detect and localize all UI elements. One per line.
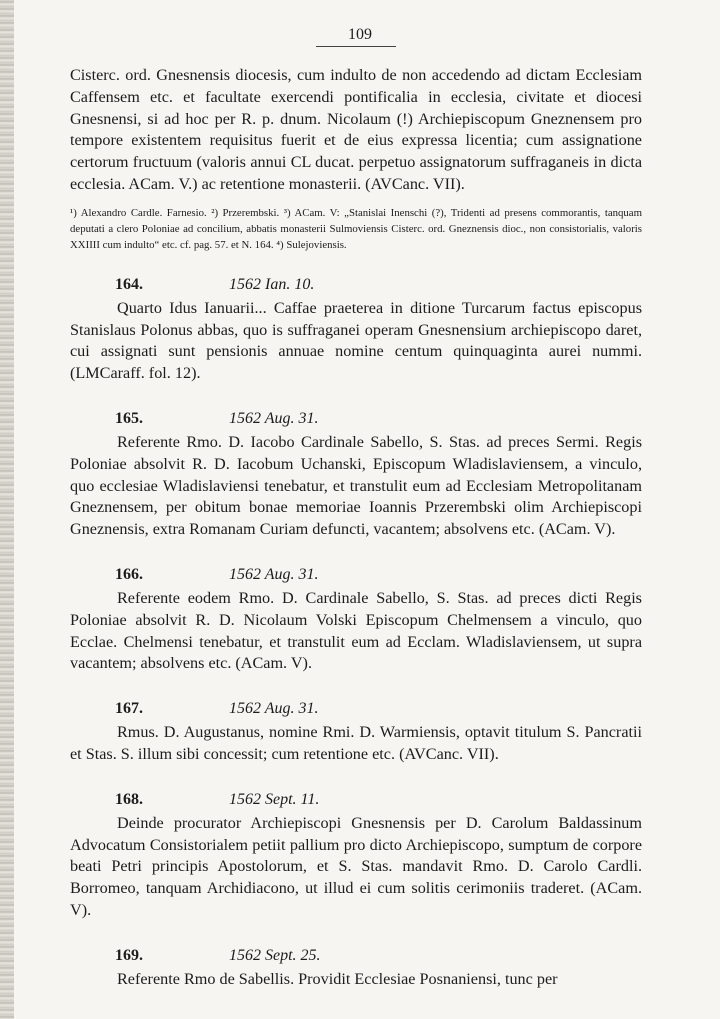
- footnotes-text: ¹) Alexandro Cardle. Farnesio. ²) Przerembski. ³) ACam. V: „Stanislai Inenschi (?), Tridenti ad presens commorantis, tanquam deputati a clero Poloniae ad concilium, abbatis monasterii Sulmoviensis Cisterc. ord. Gneznensis dioc., non consistorialis, valoris XXIIII cum indulto“ etc. cf. pag. 57. et N. 164. ⁴) Sulejoviensis.: [70, 206, 642, 251]
- entry-number: 169.: [115, 946, 143, 964]
- entry-165: [70, 409, 642, 541]
- entry-date: 1562 Aug. 31.: [229, 565, 319, 583]
- entry-heading: [70, 565, 642, 585]
- intro-paragraph: Cisterc. ord. Gnesnensis diocesis, cum indulto de non accedendo ad dictam Ecclesiam Caffensem etc. et facultate exercendi pontificalia in ecclesia, civitate et diocesi Gnesnensi, si ad hoc per R. p. dnum. Nicolaum (!) Archiepiscopum Gneznensem pro tempore existentem requisitus fuerit et de eius expressa licentia; cum assignatione certorum fructuum (valoris annui CL ducat. perpetuo assignatorum suffraganeis in dicta ecclesia. ACam. V.) ac retentione monasterii. (AVCanc. VII).: [70, 66, 642, 193]
- entry-169: [70, 946, 642, 991]
- entry-number: 165.: [115, 409, 143, 427]
- entry-number: 166.: [115, 565, 143, 583]
- entry-text: Referente Rmo. D. Iacobo Cardinale Sabello, S. Stas. ad preces Sermi. Regis Poloniae absolvit R. D. Iacobum Uchanski, Episcopum Wladislaviensem, a vinculo, quo ecclesiae Wladislaviensi tenebatur, et transtulit eum ad Ecclesiam Metropolitanam Gneznensem, per obitum bonae memoriae Ioannis Przerembski olim Archiepiscopi Gneznensis, extra Romanam Curiam defuncti, vacantem; absolvens etc. (ACam. V).: [70, 432, 642, 539]
- entry-number: 167.: [115, 700, 143, 718]
- page-number-rule: [316, 46, 396, 47]
- entry-date: 1562 Sept. 25.: [229, 946, 321, 964]
- entry-166: [70, 565, 642, 675]
- entry-168: [70, 790, 642, 922]
- entry-date: 1562 Aug. 31.: [229, 700, 319, 718]
- entry-text: Referente Rmo de Sabellis. Providit Ecclesiae Posnaniensi, tunc per: [117, 969, 558, 988]
- entry-number: 164.: [115, 275, 143, 293]
- entry-text: Referente eodem Rmo. D. Cardinale Sabello, S. Stas. ad preces dicti Regis Poloniae absolvit R. D. Nicolaum Volski Episcopum Chelmensem a vinculo, quo Ecclae. Chelmensi tenebatur, et transtulit eum ad Ecclam. Wladislaviensem, ut supra vacantem; absolvens etc. (ACam. V).: [70, 588, 642, 673]
- entry-167: [70, 699, 642, 766]
- entry-heading: [70, 409, 642, 429]
- entry-date: 1562 Aug. 31.: [229, 409, 319, 427]
- entry-number: 168.: [115, 790, 143, 808]
- entry-heading: [70, 275, 642, 295]
- scan-edge: [0, 0, 14, 1019]
- entry-text: Deinde procurator Archiepiscopi Gnesnensis per D. Carolum Baldassinum Advocatum Consistorialem petiit pallium pro dicto Archiepiscopo, sumptum de corpore beati Petri principis Apostolorum, et S. Stas. mandavit Rmo. D. Carolo Cardli. Borromeo, tanquam Archidiacono, ut illud ei cum solitis cerimoniis traderet. (ACam. V).: [70, 813, 642, 919]
- entry-heading: [70, 790, 642, 810]
- entry-heading: [70, 946, 642, 966]
- entry-date: 1562 Ian. 10.: [229, 275, 315, 293]
- footnotes: [70, 205, 642, 253]
- page-number: 109: [348, 26, 372, 43]
- page-body: [70, 65, 642, 991]
- entry-date: 1562 Sept. 11.: [229, 790, 320, 808]
- entry-heading: [70, 699, 642, 719]
- entry-text: Quarto Idus Ianuarii... Caffae praeterea in ditione Turcarum factus episcopus Stanislaus Polonus abbas, quo is suffraganei operam Gnesnensium archiepiscopo daret, cui assignati sunt pensionis annuae nomine centum quinquaginta aurei nummi. (LMCaraff. fol. 12).: [70, 298, 642, 383]
- entry-text: Rmus. D. Augustanus, nomine Rmi. D. Warmiensis, optavit titulum S. Pancratii et Stas. S. illum sibi concessit; cum retentione etc. (AVCanc. VII).: [70, 723, 642, 763]
- entry-164: [70, 275, 642, 385]
